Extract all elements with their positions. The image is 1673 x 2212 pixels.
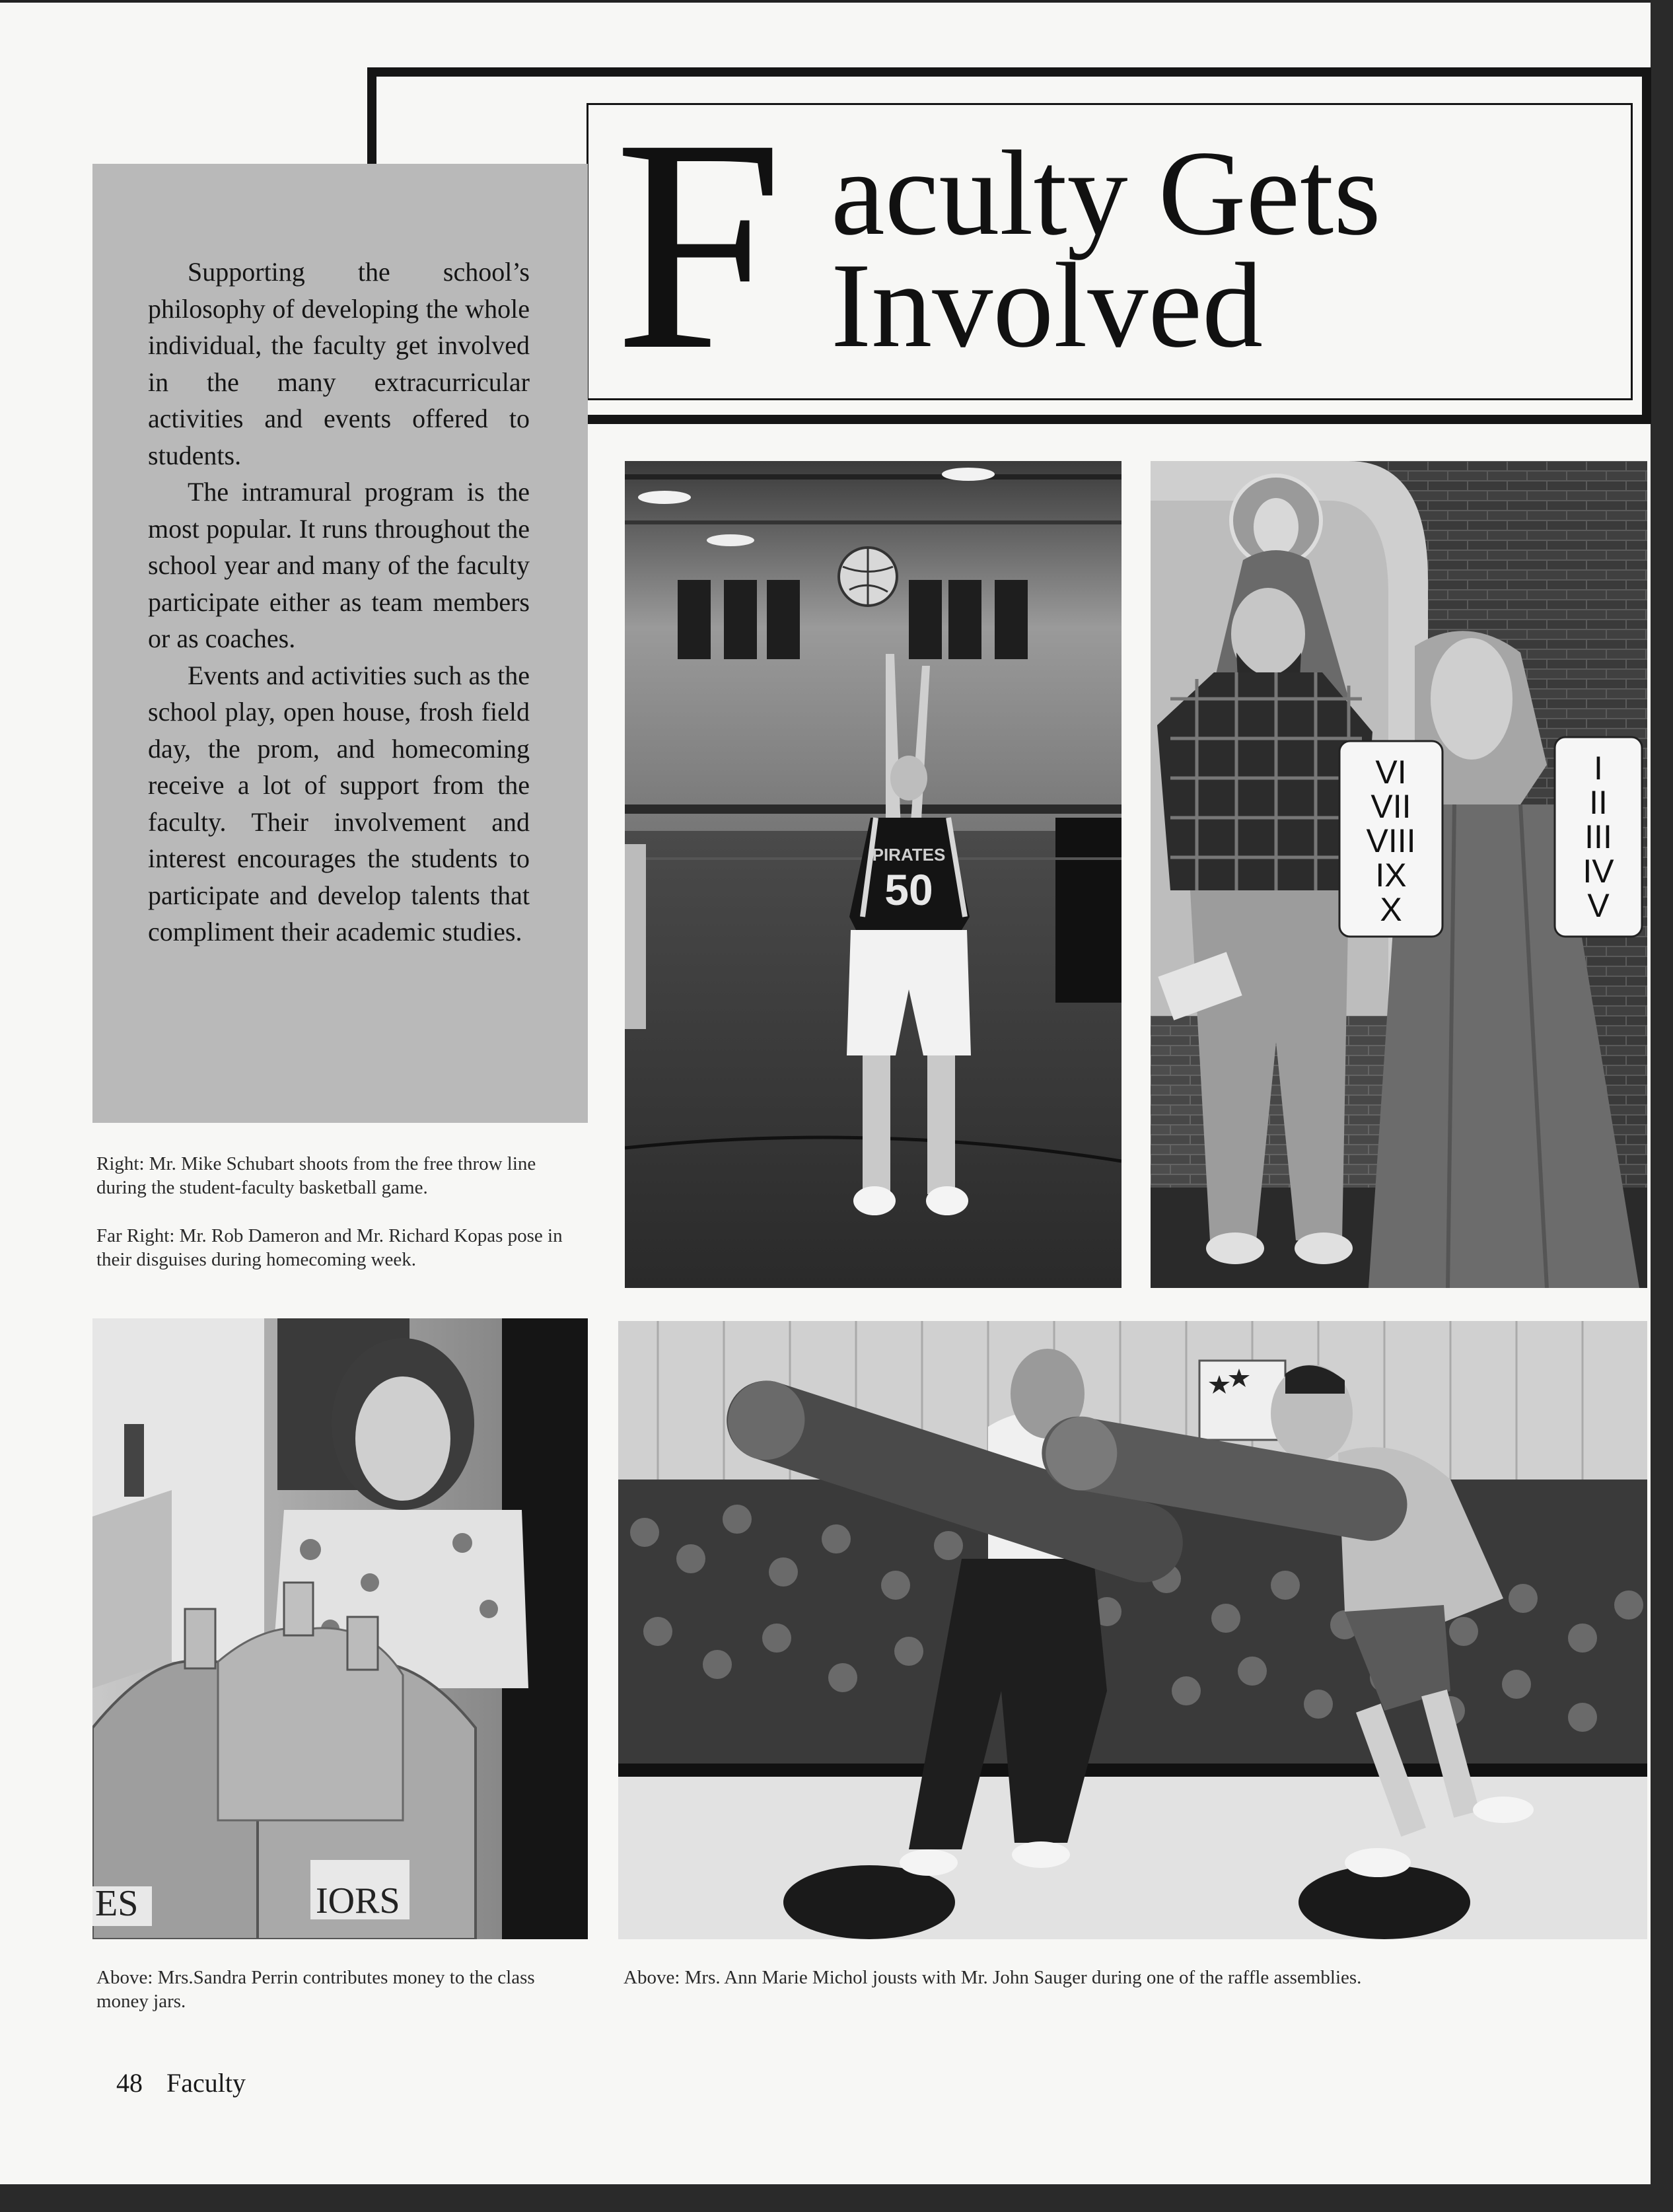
caption-basketball: Right: Mr. Mike Schubart shoots from the free throw line during the student-faculty basketball game. xyxy=(96,1153,536,1198)
tablet-left-line-5: X xyxy=(1380,891,1402,928)
title-line-2: Involved xyxy=(831,238,1264,373)
title-line-1: aculty Gets xyxy=(831,125,1381,260)
tablet-right-line-4: IV xyxy=(1583,853,1614,890)
tablet-left-line-2: VII xyxy=(1370,788,1411,825)
tablet-left-line-4: IX xyxy=(1375,857,1407,894)
page-number: 48 xyxy=(116,2068,143,2098)
title-drop-cap: F xyxy=(614,76,783,413)
page-top-edge xyxy=(0,0,1673,3)
tablet-left-line-1: VI xyxy=(1375,754,1407,791)
intro-paragraph-3: Events and activities such as the school play, open house, frosh field day, the prom, and homecoming receive a lot of support from the faculty. Their involvement and interest encourages the students to participate and develop talents that compliment their academic studies. xyxy=(148,660,530,946)
tablet-right-line-3: III xyxy=(1584,818,1612,855)
jersey-number: 50 xyxy=(884,865,933,914)
intro-text xyxy=(148,254,530,950)
caption-jousting: Above: Mrs. Ann Marie Michol jousts with Mr. John Sauger during one of the raffle assemblies. xyxy=(623,1967,1362,1988)
jar-label-right: IORS xyxy=(316,1880,400,1921)
photo-basketball xyxy=(625,461,1121,1288)
photo-jousting xyxy=(618,1321,1647,1939)
page-bottom-edge xyxy=(0,2184,1673,2212)
tablet-left-line-3: VIII xyxy=(1366,822,1416,859)
caption-costumes: Far Right: Mr. Rob Dameron and Mr. Richard Kopas pose in their disguises during homecoming week. xyxy=(96,1225,563,1270)
photo-money-jars xyxy=(92,1318,588,1939)
caption-money-jars: Above: Mrs.Sandra Perrin contributes money to the class money jars. xyxy=(96,1967,535,2012)
section-name: Faculty xyxy=(166,2068,246,2098)
tablet-right-line-2: II xyxy=(1589,784,1608,821)
tablet-right-line-5: V xyxy=(1587,887,1610,924)
page-folio xyxy=(116,2067,269,2098)
intro-paragraph-2: The intramural program is the most popular. It runs throughout the school year and many of the faculty participate either as team members or as coaches. xyxy=(148,477,530,653)
intro-paragraph-1: Supporting the school’s philosophy of developing the whole individual, the faculty get involved in the many extracurricular activities and events offered to students. xyxy=(148,257,530,470)
tablet-right-line-1: I xyxy=(1594,750,1603,787)
jersey-label: PIRATES xyxy=(872,845,946,865)
jar-label-left: ES xyxy=(95,1883,139,1924)
page-right-edge xyxy=(1651,0,1673,2212)
photo-costumes xyxy=(1151,461,1647,1288)
